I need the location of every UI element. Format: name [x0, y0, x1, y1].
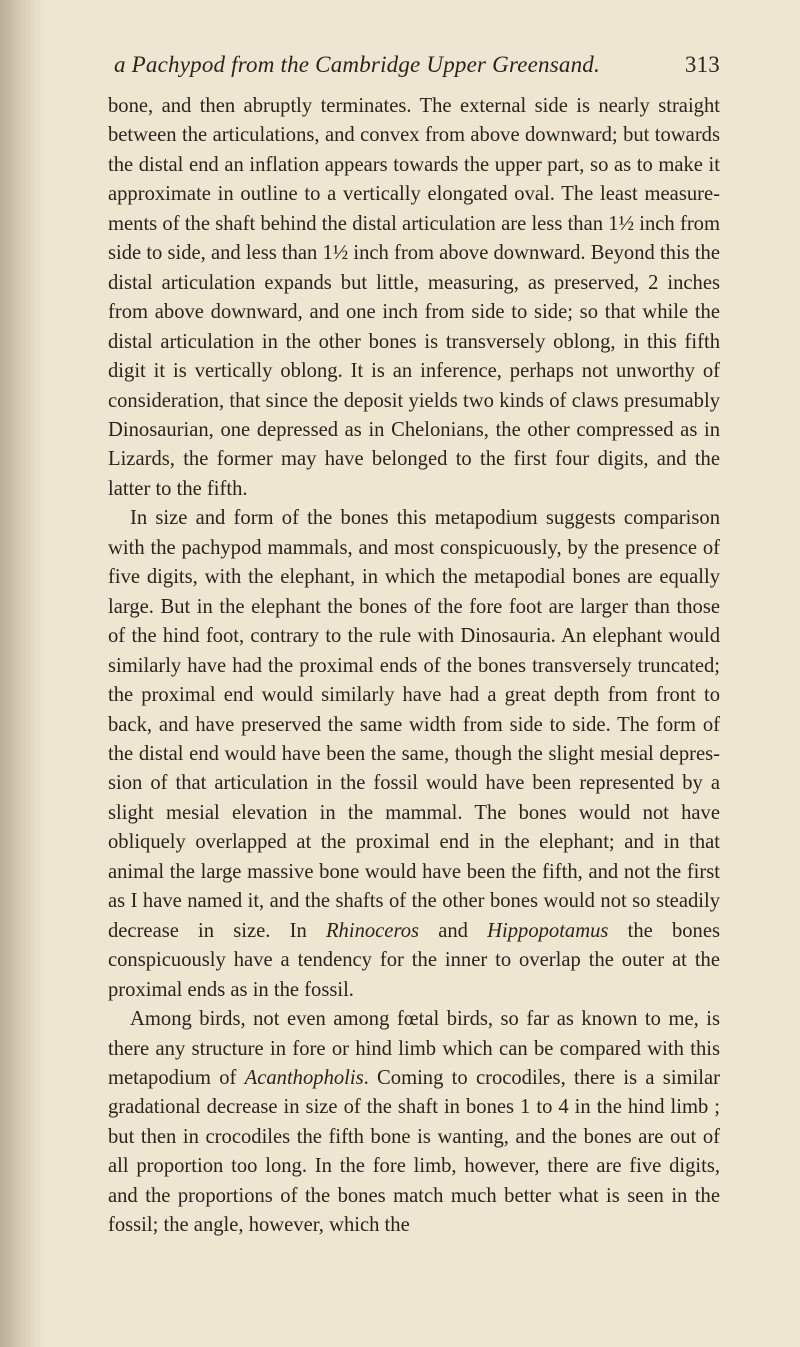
taxon-rhinoceros: Rhinoceros	[325, 919, 420, 942]
paragraph-2	[108, 504, 720, 1005]
paragraph-2-text: In size and form of the bones this metapodium suggests comparison with the pachypod mammals, and most conspicuously, by the presence of five digits, with the elephant, in which the metapodial bones are equally large. But in the elephant the bones of the fore foot are larger than those of the hind foot, contrary to the rule with Dinosauria. An elephant would similarly have had the proximal ends of the bones transversely truncated; the proximal end would similarly have had a great depth from front to back, and have preserved the same width from side to side. The form of the distal end would have been the same, though the slight mesial depression of that articulation in the fossil would have been represented by a slight mesial elevation in the mammal. The bones would not have obliquely overlapped at the proximal end in the elephant; and in that animal the large massive bone would have been the fifth, and not the first as I have named it, and the shafts of the other bones would not so steadily decrease in size. In	[108, 507, 720, 942]
running-head	[108, 52, 720, 92]
paragraph-3-text-b: . Coming to crocodiles, there is a similar gradational decrease in size of the shaft in bones 1 to 4 in the hind limb ; but then in crocodiles the fifth bone is wanting, and the bones are out of all proportion too long. In the fore limb, however, there are five digits, and the proportions of the bones match much better what is seen in the fossil; the angle, however, which the	[108, 1066, 721, 1237]
binding-gutter-shadow	[0, 0, 46, 1347]
book-page	[108, 52, 720, 1241]
paragraph-3-text: Among birds, not even among fœtal birds, so far as known to me, is there any structure in fore or hind limb which can be compared with this metapodium of	[108, 1008, 720, 1089]
paragraph-1	[108, 92, 720, 504]
paragraph-1-text: bone, and then abruptly terminates. The external side is nearly straight between the articulations, and convex from above downward; but towards the distal end an inflation appears towards the upper part, so as to make it approximate in outline to a vertically elongated oval. The least measurements of the shaft behind the distal articulation are less than 1½ inch from side to side, and less than 1½ inch from above downward. Beyond this the distal articulation expands but little, measuring, as preserved, 2 inches from above downward, and one inch from side to side; so that while the distal articulation in the other bones is transversely oblong, in this fifth digit it is vertically oblong. It is an inference, perhaps not unworthy of consideration, that since the deposit yields two kinds of claws presumably Dinosaurian, one depressed as in Chelonians, the other compressed as in Lizards, the former may have belonged to the first four digits, and the latter to the fifth.	[108, 95, 720, 500]
paragraph-2-text-b: and	[419, 919, 488, 942]
paragraph-2-text-c: the bones conspicuously have a tendency for the inner to overlap the outer at the proximal ends as in the fossil.	[108, 919, 720, 1001]
page-number: 313	[684, 52, 720, 77]
body-text	[108, 92, 720, 1241]
taxon-hippopotamus: Hippopotamus	[487, 919, 609, 942]
taxon-acanthopholis: Acanthopholis	[244, 1066, 364, 1089]
running-head-title: a Pachypod from the Cambridge Upper Greensand.	[114, 52, 600, 77]
paragraph-3	[108, 1005, 720, 1241]
